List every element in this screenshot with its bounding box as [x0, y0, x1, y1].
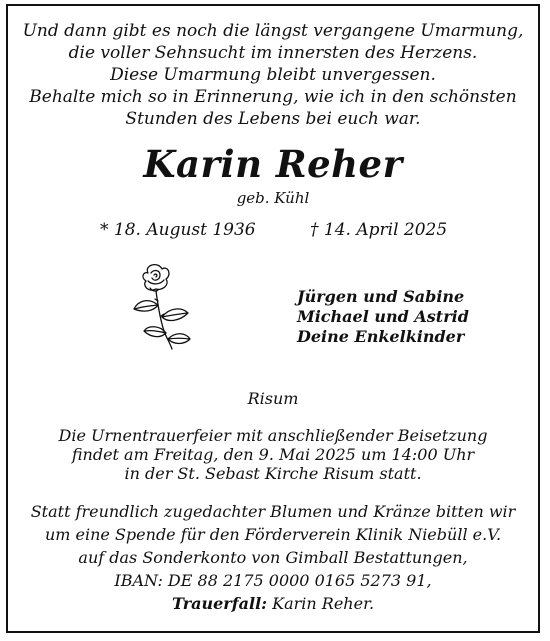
poem-line: Und dann gibt es noch die längst vergangene Umarmung,: [22, 21, 524, 41]
poem-line: Diese Umarmung bleibt unvergessen.: [110, 65, 436, 85]
reference-value: Karin Reher.: [267, 594, 375, 613]
donation-line: IBAN: DE 88 2175 0000 0165 5273 91,: [114, 571, 432, 590]
rose-icon: [118, 261, 198, 351]
poem: [8, 20, 538, 130]
ceremony-line: in der St. Sebast Kirche Risum statt.: [124, 464, 422, 483]
birth-date: * 18. August 1936: [100, 220, 256, 240]
mourners: [297, 287, 469, 347]
mourner: Michael und Astrid: [297, 307, 469, 326]
poem-line: Stunden des Lebens bei euch war.: [125, 109, 421, 129]
donation-line: auf das Sonderkonto von Gimball Bestattungen,: [78, 548, 468, 567]
poem-line: Behalte mich so in Erinnerung, wie ich in den schönsten: [29, 87, 517, 107]
maiden-name: geb. Kühl: [236, 189, 310, 207]
mourner: Deine Enkelkinder: [297, 327, 465, 346]
ceremony-line: findet am Freitag, den 9. Mai 2025 um 14:00 Uhr: [71, 445, 475, 464]
death-date: † 14. April 2025: [310, 220, 448, 240]
place: Risum: [247, 389, 299, 408]
obituary-card: [6, 4, 540, 633]
donation-info: [8, 500, 538, 615]
donation-line: um eine Spende für den Förderverein Klinik Niebüll e.V.: [44, 525, 502, 544]
reference-label: Trauerfall:: [171, 594, 268, 613]
donation-line: Statt freundlich zugedachter Blumen und Kränze bitten wir: [30, 502, 516, 521]
ceremony-info: [8, 426, 538, 483]
ceremony-line: Die Urnentrauerfeier mit anschließender Beisetzung: [58, 426, 488, 445]
reference-line: [8, 592, 538, 615]
deceased-name: Karin Reher: [143, 142, 403, 186]
mourner: Jürgen und Sabine: [297, 287, 465, 306]
poem-line: die voller Sehnsucht im innersten des Herzens.: [68, 43, 478, 63]
